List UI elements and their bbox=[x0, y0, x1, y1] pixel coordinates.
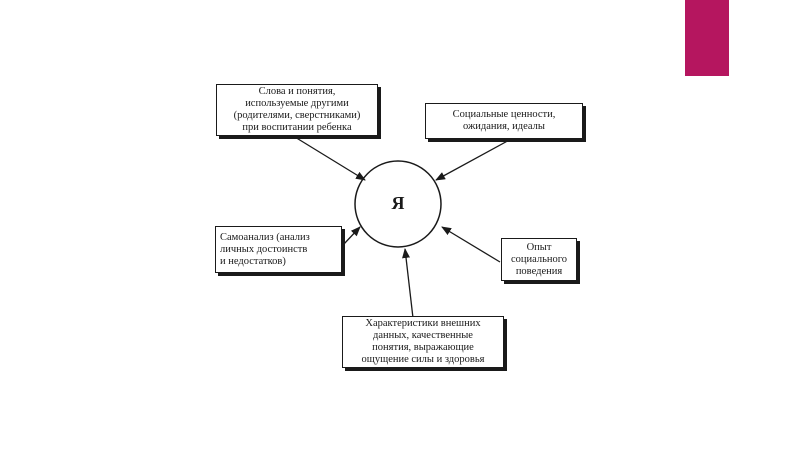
box-line: поведения bbox=[515, 265, 563, 277]
box-social-values bbox=[425, 103, 583, 139]
box-line: Социальные ценности, bbox=[452, 109, 556, 120]
box-line: Самоанализ (анализ bbox=[220, 231, 310, 243]
box-line: используемые другими bbox=[245, 98, 349, 109]
box-line: при воспитании ребенка bbox=[242, 122, 352, 133]
box-line: ощущение силы и здоровья bbox=[361, 354, 485, 365]
box-line: понятия, выражающие bbox=[372, 342, 474, 353]
arrow-values-to-self bbox=[436, 138, 513, 180]
box-line: ожидания, идеалы bbox=[463, 121, 545, 132]
box-line: (родителями, сверстниками) bbox=[233, 110, 361, 121]
center-label: Я bbox=[391, 192, 405, 213]
arrow-words-to-self bbox=[290, 134, 365, 180]
box-words-concepts bbox=[216, 84, 378, 136]
arrow-experience-to-self bbox=[442, 227, 500, 262]
box-line: данных, качественные bbox=[373, 330, 473, 341]
arrow-appearance-to-self bbox=[405, 249, 413, 318]
box-line: личных достоинств bbox=[220, 243, 308, 255]
box-line: Слова и понятия, bbox=[258, 86, 336, 97]
box-line: социального bbox=[510, 253, 568, 265]
box-line: Характеристики внешних bbox=[365, 318, 481, 329]
box-line: и недостатков) bbox=[220, 255, 286, 267]
box-appearance bbox=[342, 316, 504, 368]
box-line: Опыт bbox=[526, 241, 552, 253]
box-self-analysis bbox=[215, 226, 342, 273]
box-social-experience bbox=[501, 238, 577, 281]
